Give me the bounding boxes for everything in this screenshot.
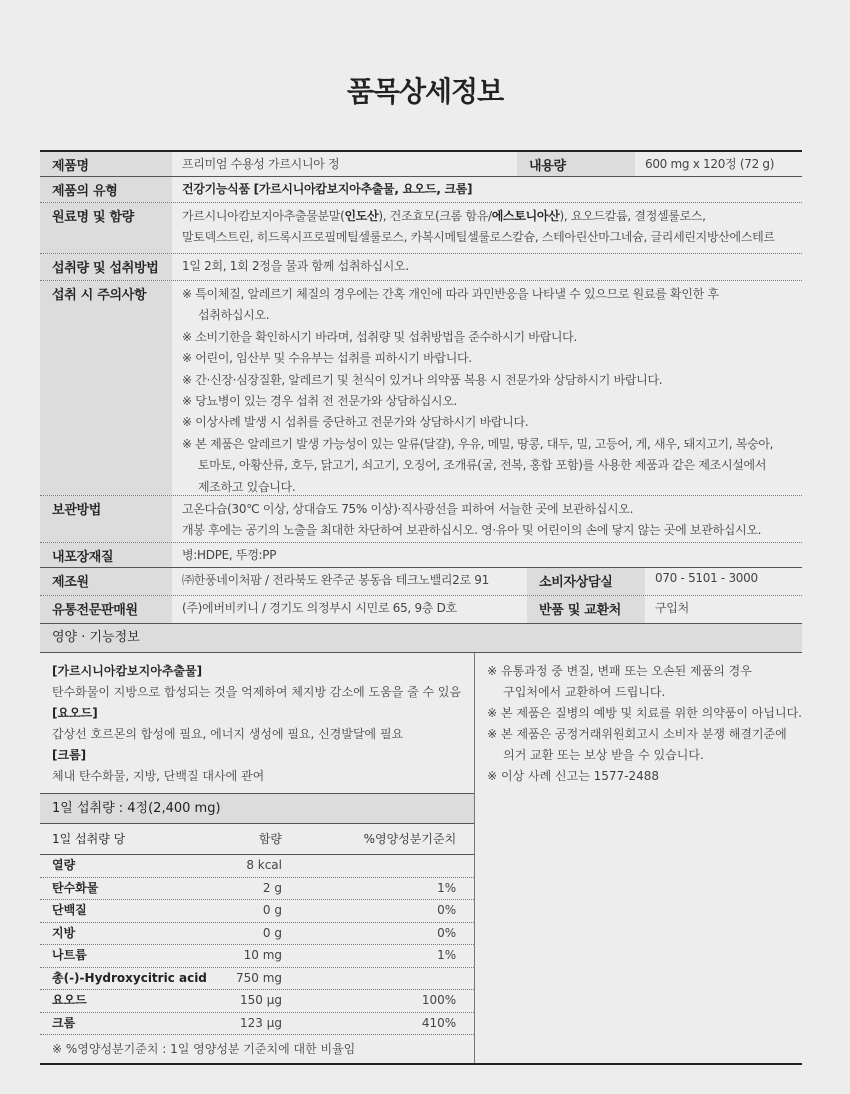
row-product-type: [40, 177, 802, 203]
cautions-label: 섭취 시 주의사항: [40, 281, 172, 495]
manufacturer-value: ㈜한풍네이처팜 / 전라북도 완주군 봉동읍 테크노밸리2로 91: [182, 573, 489, 587]
intake-value: 1일 2회, 1회 2정을 물과 함께 섭취하십시오.: [182, 259, 409, 273]
row-manufacturer: [40, 568, 802, 596]
returns-label: 반품 및 교환처: [527, 596, 645, 623]
row-packaging: [40, 543, 802, 568]
distributor-label: 유통전문판매원: [40, 596, 172, 623]
footnote: ※ %영양성분기준치 : 1일 영양성분 기준치에 대한 비율임: [52, 1042, 356, 1056]
row-ingredients: [40, 203, 802, 254]
page-title: 품목상세정보: [346, 75, 504, 108]
cautions-value: ※ 특이체질, 알레르기 체질의 경우에는 간혹 개인에 따라 과민반응을 나타낼 수 있으므로 원료를 확인한 후 섭취하십시오. ※ 소비기한을 확인하시기 바라며, 섭취량 및 섭취방법을 준수하시기 바랍니다. ※ 어린이, 임산부 및 수유부는 섭취를 피하시기 바랍니다. ※ 간·신장·심장질환, 알레르기 및 천식이 있거나 의약품 복용 시 전문가와 상담하시기 바랍니다. ※ 당뇨병이 있는 경우 섭취 전 전문가와 상담하십시오. ※ 이상사례 발생 시 섭취를 중단하고 전문가와 상담하시기 바랍니다. ※ 본 제품은 알레르기 발생 가능성이 있는 알류(달걀), 우유, 메밀, 땅콩, 대두, 밀, 고등어, 게, 새우, 돼지고기, 복숭아, 토마토, 아황산류, 호두, 닭고기, 쇠고기, 오징어, 조개류(굴, 전복, 홍합 포함)를 사용한 제품과 같은 제조시설에서 제조하고 있습니다.: [182, 287, 774, 494]
intake-label: 섭취량 및 섭취방법: [40, 254, 172, 280]
function-info: [가르시니아캄보지아추출물] 탄수화물이 지방으로 합성되는 것을 억제하여 체지방 감소에 도움을 줄 수 있음 [요오드] 갑상선 호르몬의 합성에 필요, 에너지 생성에 필요, 신경발달에 필요 [크롬] 체내 탄수화물, 지방, 단백질 대사에 관여: [40, 653, 474, 794]
row-product-name: [40, 152, 802, 177]
nutrition-rows: [40, 855, 474, 1035]
distributor-value: (주)에버비키니 / 경기도 의정부시 시민로 65, 9층 D호: [182, 601, 457, 615]
nutrient-row: 크롬 123 μg 410%: [40, 1013, 474, 1036]
capacity-label: 내용량: [517, 152, 635, 176]
row-storage: [40, 496, 802, 543]
nutrient-row: 탄수화물 2 g 1%: [40, 878, 474, 901]
row-distributor: [40, 596, 802, 624]
nutrition-table-head: 1일 섭취량 당 함량 %영양성분기준치: [40, 824, 474, 855]
nutrient-row: 열량 8 kcal: [40, 855, 474, 878]
storage-value: 고온다습(30℃ 이상, 상대습도 75% 이상)·직사광선을 피하여 서늘한 곳에 보관하십시오. 개봉 후에는 공기의 노출을 최대한 차단하여 보관하십시오. 영·유아 및 어린이의 손에 닿지 않는 곳에 보관하십시오.: [182, 502, 762, 538]
storage-label: 보관방법: [40, 496, 172, 542]
returns-value: 구입처: [655, 601, 689, 615]
product-name-label: 제품명: [40, 152, 172, 176]
consult-value: 070 - 5101 - 3000: [655, 571, 758, 585]
nutrient-row: 요오드 150 μg 100%: [40, 990, 474, 1013]
manufacturer-label: 제조원: [40, 568, 172, 595]
product-name-value: 프리미엄 수용성 가르시니아 정: [182, 157, 340, 171]
nutrient-row: 총(-)-Hydroxycitric acid 750 mg: [40, 968, 474, 991]
product-info-table: [40, 150, 802, 1065]
nutrition-block: [40, 653, 802, 1065]
packaging-label: 내포장재질: [40, 543, 172, 567]
packaging-value: 병:HDPE, 뚜껑:PP: [182, 548, 277, 562]
product-type-value: 건강기능식품 [가르시니아캄보지아추출물, 요오드, 크롬]: [182, 182, 473, 196]
nutrition-section-title: 영양 · 기능정보: [40, 624, 802, 653]
row-cautions: [40, 281, 802, 496]
product-type-label: 제품의 유형: [40, 177, 172, 202]
notice-list: ※ 유통과정 중 변질, 변패 또는 오손된 제품의 경우 구입처에서 교환하여 드립니다. ※ 본 제품은 질병의 예방 및 치료를 위한 의약품이 아닙니다. ※ 본 제품은 공정거래위원회고시 소비자 분쟁 해결기준에 의거 교환 또는 보상 받을 수 있습니다. ※ 이상 사례 신고는 1577-2488: [487, 664, 802, 783]
ingredients-value: 가르시니아캄보지아추출물분말(인도산), 건조효모(크롬 함유/에스토니아산), 요오드칼륨, 결정셀룰로스, 말토덱스트린, 히드록시프로필메틸셀룰로스, 카복시메틸셀룰로스칼슘, 스테아린산마그네슘, 글리세린지방산에스테르: [182, 209, 775, 245]
ingredients-label: 원료명 및 함량: [40, 203, 172, 253]
row-intake: [40, 254, 802, 281]
capacity-value: 600 mg x 120정 (72 g): [645, 157, 775, 171]
serving-size: 1일 섭취량 : 4정(2,400 mg): [40, 794, 474, 824]
nutrient-row: 단백질 0 g 0%: [40, 900, 474, 923]
nutrient-row: 나트륨 10 mg 1%: [40, 945, 474, 968]
nutrient-row: 지방 0 g 0%: [40, 923, 474, 946]
nutrition-left: [40, 653, 475, 1063]
consult-label: 소비자상담실: [527, 568, 645, 595]
